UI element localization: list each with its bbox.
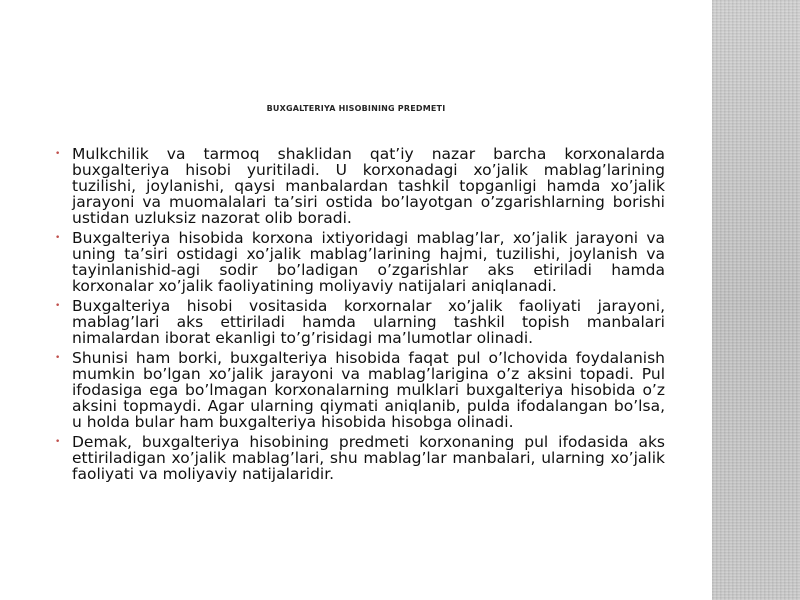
bullet-text: Mulkchilik va tarmoq shaklidan qat’iy nazar barcha korxonalarda buxgalteriya hisobi yuritiladi. U korxonadagi xo’jalik mablag’larining tuzilishi, joylanishi, qaysi manbalardan tashkil topganligi hamda xo’jalik jarayoni va muomalalari ta’siri ostida bo’layotgan o’zgarishlarning borishi ustidan uzluksiz nazorat olib boradi. [72, 145, 665, 227]
list-item [52, 146, 665, 226]
bullet-icon: • [55, 233, 61, 243]
bullet-text: Demak, buxgalteriya hisobining predmeti korxonaning pul ifodasida aks ettiriladigan xo’jalik mablag’lari, shu mablag’lar manbalari, ularning xo’jalik faoliyati va moliyaviy natijalaridir. [72, 433, 665, 483]
bullet-text: Buxgalteriya hisobida korxona ixtiyoridagi mablag’lar, xo’jalik jarayoni va uning ta’siri ostidagi xo’jalik mablag’larining hajmi, tuzilishi, joylanish va tayinlanishid-agi sodir bo’ladigan o’zgarishlar aks etiriladi hamda korxonalar xo’jalik faoliyatining moliyaviy natijalari aniqlanadi. [72, 229, 665, 295]
bullet-list [52, 146, 665, 486]
list-item [52, 350, 665, 430]
bullet-icon: • [55, 301, 61, 311]
bullet-icon: • [55, 353, 61, 363]
list-item [52, 434, 665, 482]
slide-title: BUXGALTERIYA HISOBINING PREDMETI [266, 104, 446, 113]
bullet-icon: • [55, 437, 61, 447]
bullet-text: Shunisi ham borki, buxgalteriya hisobida faqat pul o’lchovida foydalanish mumkin bo’lgan xo’jalik jarayoni va mablag’larigina o’z aksini topadi. Pul ifodasiga ega bo’lmagan korxonalarning mulklari buxgalteriya hisobida o’z aksini topmaydi. Agar ularning qiymati aniqlanib, pulda ifodalangan bo’lsa, u holda bular ham buxgalteriya hisobida hisobga olinadi. [72, 349, 665, 431]
list-item [52, 230, 665, 294]
bullet-text: Buxgalteriya hisobi vositasida korxornalar xo’jalik faoliyati jarayoni, mablag’lari aks ettiriladi hamda ularning tashkil topish manbalari nimalardan iborat ekanligi to’g’risidagi ma’lumotlar olinadi. [72, 297, 665, 347]
list-item [52, 298, 665, 346]
bullet-icon: • [55, 149, 61, 159]
decorative-side-panel [712, 0, 800, 600]
